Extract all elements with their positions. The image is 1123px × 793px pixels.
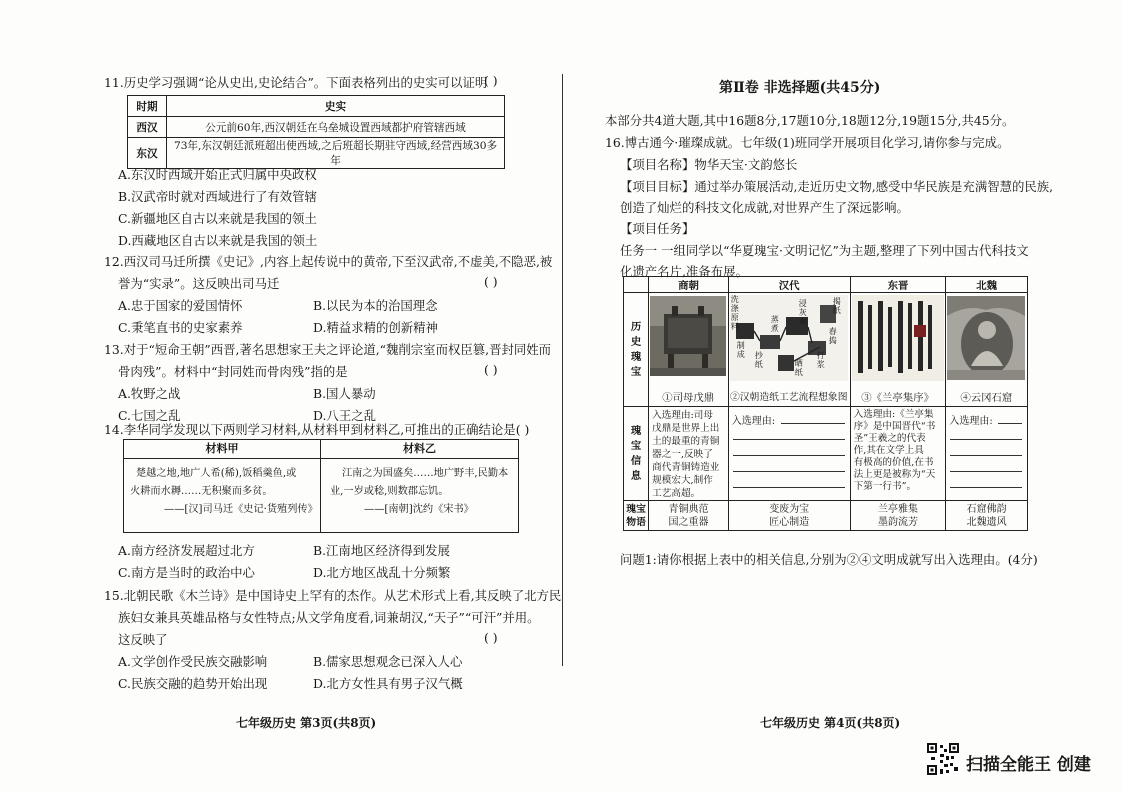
section-intro: 本部分共4道大题,其中16题8分,17题10分,18题12分,19题15分,共45分。: [605, 113, 1015, 128]
q12-option-c[interactable]: C.秉笔直书的史家素养: [118, 320, 243, 335]
project-goal-1: 【项目目标】通过举办策展活动,走近历史文物,感受中华民族是充满智慧的民族,: [620, 179, 1054, 194]
paper-step-pulp: 打浆: [816, 351, 825, 369]
q13-stem-2: 骨肉残”。材料中“封同姓而骨肉残”指的是: [118, 364, 348, 379]
words-yungang: 石窟佛韵 北魏遗风: [946, 501, 1028, 531]
question-1: 问题1:请你根据上表中的相关信息,分别为②④文明成就写出入选理由。(4分): [620, 552, 1038, 567]
q12-option-b[interactable]: B.以民为本的治国理念: [313, 298, 438, 313]
yungang-grottoes-image: [947, 296, 1025, 380]
material-a-line-1: 楚越之地,地广人希(稀),饭稻羹鱼,或: [136, 468, 297, 479]
q14-option-d[interactable]: D.北方地区战乱十分频繁: [313, 565, 451, 580]
q11-option-d[interactable]: D.西藏地区自古以来就是我国的领土: [118, 233, 318, 248]
treasure-table: [623, 276, 1028, 531]
material-a-source: ——[汉]司马迁《史记·货殖列传》: [164, 504, 318, 515]
q14-option-a[interactable]: A.南方经济发展超过北方: [118, 543, 255, 558]
paper-step-pound: 舂捣: [828, 327, 837, 345]
lanting-calligraphy-image: [852, 295, 944, 381]
dynasty-shang: 商朝: [649, 277, 729, 293]
table-row: [128, 138, 505, 169]
answer-blank-yungang-1[interactable]: [998, 423, 1022, 424]
paper-step-dry: 晒纸: [794, 359, 803, 377]
table-cell: 东汉: [128, 138, 167, 169]
caption-ding: ①司母戊鼎: [662, 392, 715, 404]
q14-option-b[interactable]: B.江南地区经济得到发展: [313, 543, 450, 558]
words-lanting: 兰亭雅集 墨韵流芳: [850, 501, 946, 531]
q14-materials-table: [123, 439, 519, 533]
material-b-line-2: 业,一岁或稔,则数郡忘饥。: [330, 486, 449, 497]
paper-step-wash: 洗涤原料: [730, 295, 739, 331]
q15-stem-2: 族妇女兼具英雄品格与女性特点;从文学角度看,词兼胡汉,“天子”“可汗”并用。: [118, 610, 540, 625]
answer-blank-paper-4[interactable]: [733, 471, 845, 472]
answer-blank-paper-1[interactable]: [781, 423, 845, 424]
words-ding: 青铜典范 国之重器: [649, 501, 729, 531]
row-label-treasure: 历史瑰宝: [624, 293, 649, 407]
paper-step-screen: 抄纸: [754, 351, 763, 369]
q15-option-a[interactable]: A.文学创作受民族交融影响: [118, 654, 268, 669]
q15-stem-3: 这反映了: [118, 632, 168, 647]
answer-blank-paper-2[interactable]: [733, 439, 845, 440]
table-cell: 公元前60年,西汉朝廷在乌垒城设置西域都护府管辖西域: [167, 117, 505, 138]
treasure-cell-yungang: [946, 293, 1028, 407]
project-name: 【项目名称】物华天宝·文韵悠长: [620, 157, 798, 172]
material-b-line-1: 江南之为国盛矣……地广野丰,民勤本: [342, 468, 509, 479]
table-row: [128, 96, 505, 117]
task1-line-2: 化遗产名片,准备布展。: [620, 264, 748, 279]
table-header-period: 时期: [128, 96, 167, 117]
q11-option-c[interactable]: C.新疆地区自古以来就是我国的领土: [118, 211, 317, 226]
paper-step-finish: 制成: [736, 341, 745, 359]
info-yungang: 入选理由:: [946, 407, 1028, 501]
table-row: [624, 407, 1028, 501]
right-page-footer: 七年级历史 第4页(共8页): [760, 716, 901, 730]
info-paper: 入选理由:: [728, 407, 850, 501]
q15-answer-paren[interactable]: ( ): [484, 630, 498, 645]
material-a-header: 材料甲: [124, 440, 321, 459]
table-row: [624, 501, 1028, 531]
caption-paper: ②汉朝造纸工艺流程想象图: [729, 392, 848, 403]
q13-option-b[interactable]: B.国人暴动: [313, 386, 376, 401]
row-label-words: 瑰宝物语: [624, 501, 649, 531]
table-row: [624, 277, 1028, 293]
qr-code-icon: [926, 742, 960, 776]
answer-blank-paper-5[interactable]: [733, 487, 845, 488]
q12-option-a[interactable]: A.忠于国家的爱国情怀: [118, 298, 243, 313]
material-a-line-2: 火耕而水耨……无积聚而多贫。: [130, 486, 273, 497]
q11-option-a[interactable]: A.东汉时西域开始正式归属中央政权: [118, 167, 317, 182]
caption-lanting: ③《兰亭集序》: [861, 392, 934, 404]
dynasty-eastern-jin: 东晋: [850, 277, 946, 293]
paper-step-lime: 浸灰水: [798, 299, 807, 326]
table-row: [128, 117, 505, 138]
table-cell: 73年,东汉朝廷派班超出使西域,之后班超长期驻守西域,经营西域30多年: [167, 138, 505, 169]
q14-stem: 14.李华同学发现以下两则学习材料,从材料甲到材料乙,可推出的正确结论是( ): [104, 422, 530, 437]
answer-blank-yungang-5[interactable]: [950, 487, 1022, 488]
row-label-info: 瑰宝信息: [624, 407, 649, 501]
table-cell: 西汉: [128, 117, 167, 138]
material-b-source: ——[南朝]沈约《宋书》: [364, 504, 474, 515]
dynasty-han: 汉代: [728, 277, 850, 293]
words-paper: 变废为宝 匠心制造: [728, 501, 850, 531]
q11-stem: 11.历史学习强调“论从史出,史论结合”。下面表格列出的史实可以证明: [104, 75, 488, 90]
answer-blank-yungang-2[interactable]: [950, 439, 1022, 440]
treasure-cell-lanting: [850, 293, 946, 407]
caption-yungang: ④云冈石窟: [960, 392, 1013, 404]
info-ding: 入选理由:司母 戊鼎是世界上出 土的最重的青铜 器之一,反映了 商代青铜铸造业 规模宏大,制作 工艺高超。: [649, 407, 729, 501]
material-b-header: 材料乙: [321, 440, 518, 459]
q12-stem-2: 誉为“实录”。这反映出司马迁: [118, 276, 280, 291]
q16-stem: 16.博古通今·璀璨成就。七年级(1)班同学开展项目化学习,请你参与完成。: [605, 135, 1010, 150]
q14-option-c[interactable]: C.南方是当时的政治中心: [118, 565, 255, 580]
table-header-fact: 史实: [167, 96, 505, 117]
q11-answer-paren[interactable]: ( ): [484, 73, 498, 88]
q13-option-a[interactable]: A.牧野之战: [118, 386, 181, 401]
q13-answer-paren[interactable]: ( ): [484, 362, 498, 377]
project-task-label: 【项目任务】: [620, 221, 695, 236]
paper-step-peel: 揭纸: [832, 297, 841, 315]
dynasty-northern-wei: 北魏: [946, 277, 1028, 293]
left-page-footer: 七年级历史 第3页(共8页): [236, 716, 377, 730]
q11-option-b[interactable]: B.汉武帝时就对西域进行了有效管辖: [118, 189, 317, 204]
bronze-ding-image: [650, 296, 726, 376]
q13-stem-1: 13.对于“短命王朝”西晋,著名思想家王夫之评论道,“魏削宗室而权臣篡,晋封同姓而: [104, 342, 552, 357]
treasure-cell-paper: [728, 293, 850, 407]
q15-option-d[interactable]: D.北方女性具有男子汉气概: [313, 676, 463, 691]
q11-table: [127, 95, 505, 169]
answer-blank-yungang-4[interactable]: [950, 471, 1022, 472]
scanner-watermark: 扫描全能王 创建: [966, 755, 1091, 775]
table-row: [624, 293, 1028, 407]
q15-stem-1: 15.北朝民歌《木兰诗》是中国诗史上罕有的杰作。从艺术形式上看,其反映了北方民: [104, 588, 562, 603]
q12-option-d[interactable]: D.精益求精的创新精神: [313, 320, 438, 335]
q15-option-c[interactable]: C.民族交融的趋势开始出现: [118, 676, 268, 691]
answer-blank-yungang-3[interactable]: [950, 455, 1022, 456]
project-goal-2: 创造了灿烂的科技文化成就,对世界产生了深远影响。: [620, 200, 909, 215]
paper-step-boil: 蒸煮: [770, 315, 779, 333]
q13-option-c[interactable]: C.七国之乱: [118, 408, 181, 423]
q13-option-d[interactable]: D.八王之乱: [313, 408, 376, 423]
answer-blank-paper-3[interactable]: [733, 455, 845, 456]
section-title: 第Ⅱ卷 非选择题(共45分): [719, 80, 881, 96]
treasure-cell-ding: [649, 293, 729, 407]
q12-answer-paren[interactable]: ( ): [484, 274, 498, 289]
q15-option-b[interactable]: B.儒家思想观念已深入人心: [313, 654, 463, 669]
task1-line-1: 任务一 一组同学以“华夏瑰宝·文明记忆”为主题,整理了下列中国古代科技文: [620, 243, 1029, 258]
info-lanting: 入选理由:《兰亭集 序》是中国晋代“书 圣”王羲之的代表 作,其在文学上具 有极高的价值,在书 法上更是被称为“天 下第一行书”。: [850, 407, 946, 501]
q12-stem-1: 12.西汉司马迁所撰《史记》,内容上起传说中的黄帝,下至汉武帝,不虚美,不隐恶,被: [104, 254, 553, 269]
